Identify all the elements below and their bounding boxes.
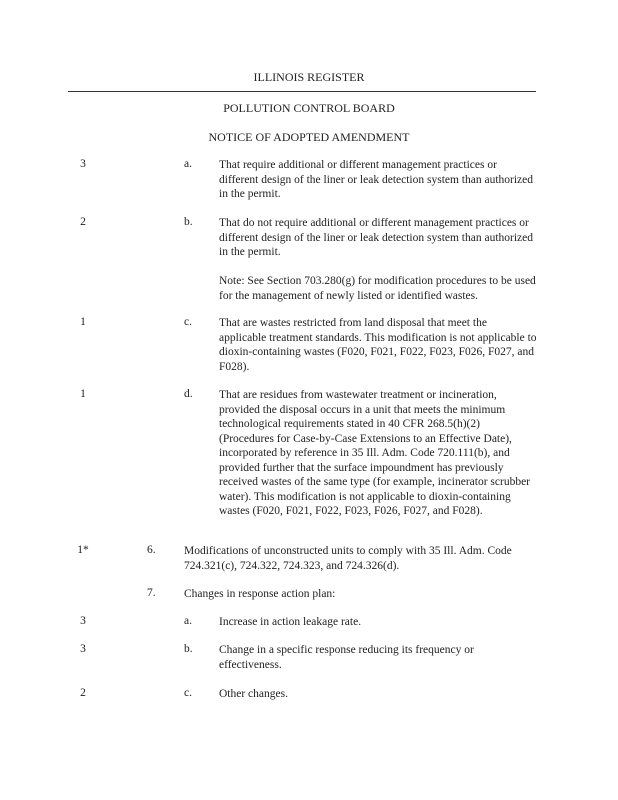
class-number: 1 — [80, 388, 86, 400]
item-letter: c. — [184, 687, 192, 699]
item-letter: b. — [184, 643, 193, 655]
item-text: That require additional or different management practices or different design of the liner or leak detection system than authorized in the permit. — [219, 159, 534, 200]
item-text: That do not require additional or different management practices or different design of the liner or leak detection system than authorized in the permit. — [219, 217, 534, 258]
notice-title: NOTICE OF ADOPTED AMENDMENT — [208, 130, 410, 144]
class-number: 1 — [80, 316, 86, 328]
item-text: That are residues from wastewater treatment or incineration, provided the disposal occurs in a unit that meets the minimum technological requirements stated in 40 CFR 268.5(h)(2) (Procedures for Case-by-Case Extensions to an Effective Date), incorporated by reference in 35 Ill. Adm. Code 720.111(b), and provided further that the surface impoundment has previously received wastes of the same type (for example, incinerator scrubber water). This modification is not applicable to dioxin-containing wastes (F020, F021, F022, F023, F026, F027, and F028). — [219, 389, 530, 517]
class-number: 3 — [80, 158, 86, 170]
item-text: Change in a specific response reducing its frequency or effectiveness. — [219, 644, 474, 671]
item-text: Increase in action leakage rate. — [219, 616, 362, 628]
class-number: 2 — [80, 216, 86, 228]
item-letter: a. — [184, 158, 192, 170]
item-number: 6. — [147, 544, 156, 556]
item-text: Modifications of unconstructed units to comply with 35 Ill. Adm. Code 724.321(c), 724.322, 724.323, and 724.326(d). — [184, 545, 512, 572]
class-number: 2 — [80, 687, 86, 699]
item-text: That are wastes restricted from land disposal that meet the applicable treatment standards. This modification is not applicable to dioxin-containing wastes (F020, F021, F022, F023, F026, F027, and F028). — [219, 317, 537, 373]
class-number: 3 — [80, 615, 86, 627]
header-rule — [68, 91, 536, 92]
item-letter: c. — [184, 316, 192, 328]
item-text: Changes in response action plan: — [184, 588, 336, 600]
class-number: 3 — [80, 643, 86, 655]
item-letter: a. — [184, 615, 192, 627]
item-letter: b. — [184, 216, 193, 228]
note-text: Note: See Section 703.280(g) for modification procedures to be used for the management of newly listed or identified wastes. — [219, 275, 536, 302]
class-number: 1* — [77, 544, 89, 556]
item-letter: d. — [184, 388, 193, 400]
item-number: 7. — [147, 587, 156, 599]
register-title: ILLINOIS REGISTER — [253, 70, 365, 84]
board-title: POLLUTION CONTROL BOARD — [223, 101, 395, 115]
item-text: Other changes. — [219, 688, 288, 700]
